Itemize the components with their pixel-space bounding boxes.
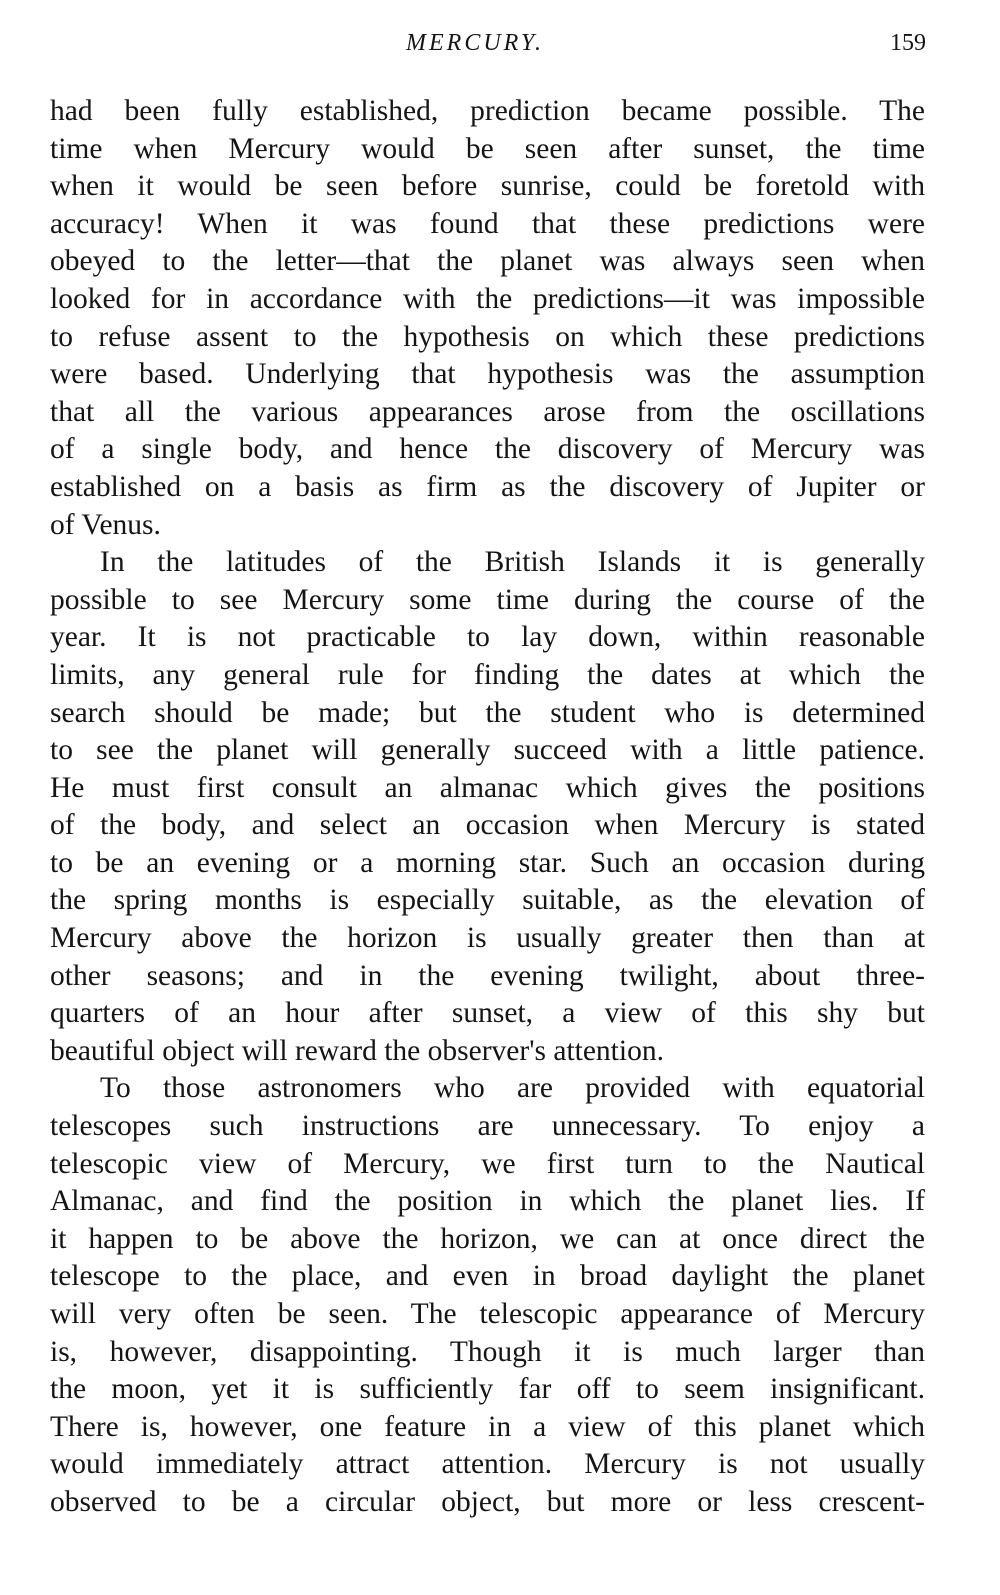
text-line: to be an evening or a morning star. Such an occasion during [50, 846, 925, 879]
text-line: had been fully established, prediction became possible. The [50, 95, 925, 127]
text-line: He must first consult an almanac which gives the positions [50, 771, 925, 804]
text-line: search should be made; but the student who is determined [50, 696, 925, 729]
running-head [0, 26, 1000, 60]
paragraph-1 [50, 93, 925, 544]
text-line: to see the planet will generally succeed with a little patience. [50, 734, 925, 767]
text-line: of a single body, and hence the discovery of Mercury was [50, 433, 925, 466]
text-line: beautiful object will reward the observer's attention. [50, 1034, 664, 1067]
text-line: observed to be a circular object, but more or less crescent- [50, 1485, 925, 1518]
text-line: telescope to the place, and even in broad daylight the planet [50, 1260, 925, 1293]
text-line: possible to see Mercury some time during the course of the [50, 583, 925, 616]
text-line: year. It is not practicable to lay down, within reasonable [50, 621, 925, 654]
text-line: telescopic view of Mercury, we first turn to the Nautical [50, 1147, 925, 1180]
text-line: obeyed to the letter—that the planet was always seen when [50, 245, 925, 278]
text-line: Mercury above the horizon is usually greater then than at [50, 922, 925, 955]
text-line: quarters of an hour after sunset, a view of this shy but [50, 997, 925, 1030]
text-line: when it would be seen before sunrise, could be foretold with [50, 170, 925, 203]
text-line: There is, however, one feature in a view of this planet which [50, 1410, 925, 1443]
body-text [50, 93, 925, 1522]
text-line: To those astronomers who are provided with equatorial [100, 1072, 925, 1105]
text-line: that all the various appearances arose from the oscillations [50, 395, 925, 428]
text-line: it happen to be above the horizon, we can at once direct the [50, 1222, 925, 1255]
text-line: is, however, disappointing. Though it is much larger than [50, 1335, 925, 1368]
text-line: limits, any general rule for finding the dates at which the [50, 658, 925, 691]
page-number: 159 [890, 30, 926, 56]
text-line: accuracy! When it was found that these predictions were [50, 207, 925, 240]
running-title: MERCURY. [406, 30, 545, 56]
text-line: the moon, yet it is sufficiently far off to seem insignificant. [50, 1373, 925, 1406]
paragraph-3 [50, 1070, 925, 1521]
text-line: looked for in accordance with the predictions—it was impossible [50, 282, 925, 315]
paragraph-2 [50, 544, 925, 1070]
text-line: of the body, and select an occasion when Mercury is stated [50, 809, 925, 842]
text-line: the spring months is especially suitable, as the elevation of [50, 884, 925, 917]
text-line: established on a basis as firm as the discovery of Jupiter or [50, 470, 925, 503]
text-line: Almanac, and find the position in which the planet lies. If [50, 1185, 925, 1218]
text-line: will very often be seen. The telescopic appearance of Mercury [50, 1298, 925, 1330]
text-line: telescopes such instructions are unnecessary. To enjoy a [50, 1110, 925, 1143]
text-line: of Venus. [50, 508, 161, 541]
text-line: were based. Underlying that hypothesis was the assumption [50, 358, 925, 391]
text-line: time when Mercury would be seen after sunset, the time [50, 132, 925, 165]
text-line: other seasons; and in the evening twilight, about three- [50, 959, 925, 992]
text-line: would immediately attract attention. Mercury is not usually [50, 1448, 925, 1481]
text-line: In the latitudes of the British Islands it is generally [100, 546, 925, 579]
text-line: to refuse assent to the hypothesis on which these predictions [50, 320, 925, 353]
